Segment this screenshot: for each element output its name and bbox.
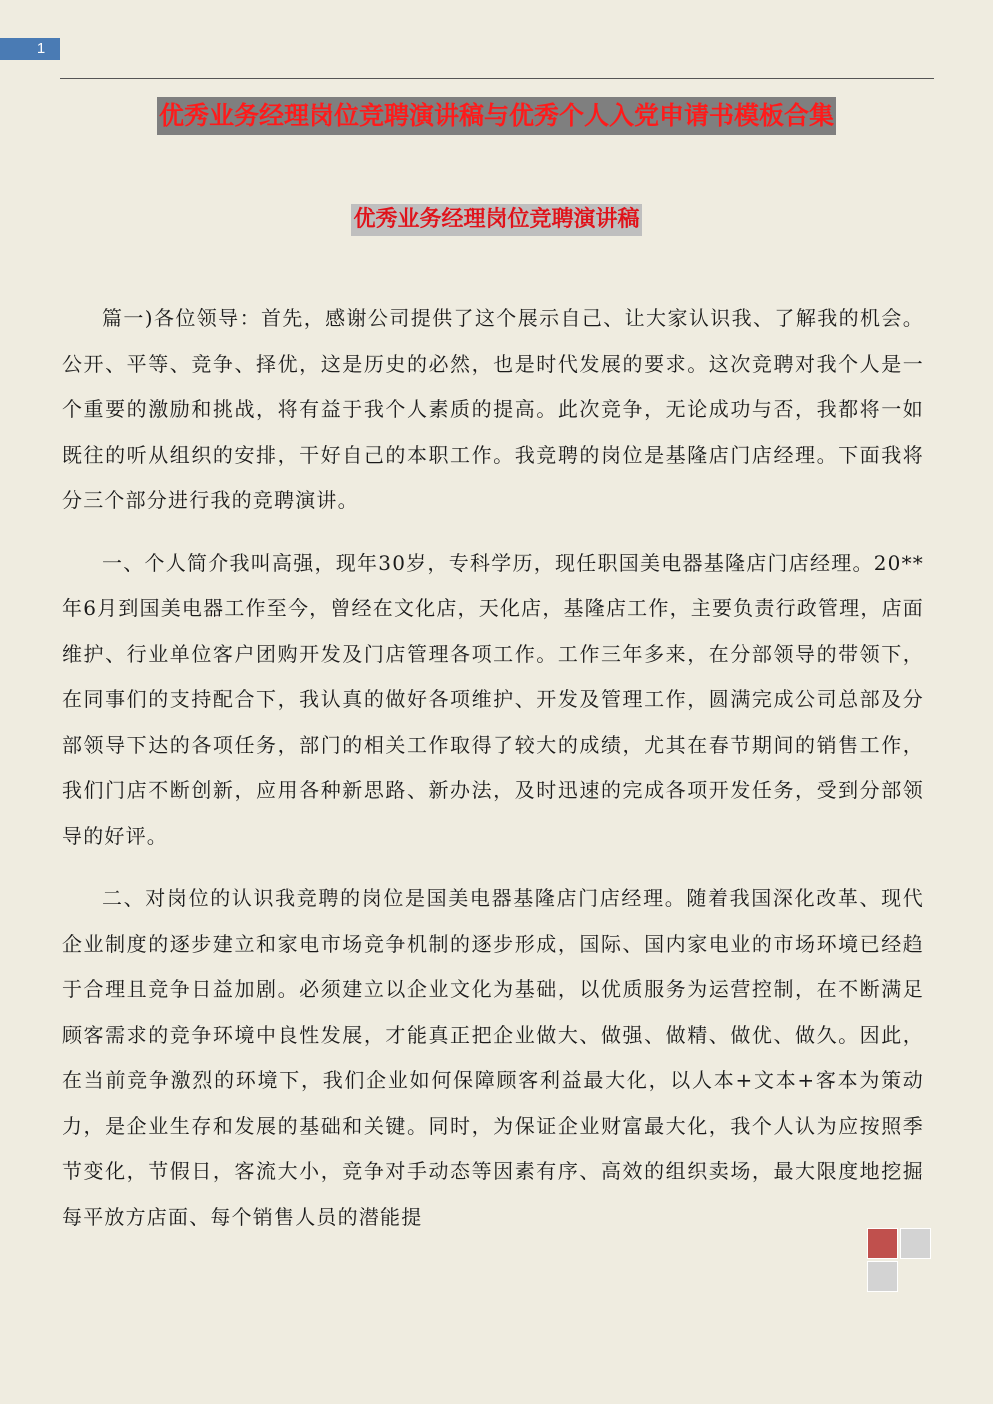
header-divider <box>60 78 934 79</box>
paragraph-intro: 篇一)各位领导：首先，感谢公司提供了这个展示自己、让大家认识我、了解我的机会。公开、平等、竞争、择优，这是历史的必然，也是时代发展的要求。这次竞聘对我个人是一个重要的激励和挑战，将有益于我个人素质的提高。此次竞争，无论成功与否，我都将一如既往的听从组织的安排，干好自己的本职工作。我竞聘的岗位是基隆店门店经理。下面我将分三个部分进行我的竞聘演讲。 <box>62 306 924 512</box>
corner-block-red <box>867 1228 898 1259</box>
document-section-title: 优秀业务经理岗位竞聘演讲稿 <box>351 204 641 236</box>
sub-title-container <box>0 204 993 236</box>
corner-decoration <box>867 1228 933 1294</box>
paragraph-position-understanding: 二、对岗位的认识我竞聘的岗位是国美电器基隆店门店经理。随着我国深化改革、现代企业制度的逐步建立和家电市场竞争机制的逐步形成，国际、国内家电业的市场环境已经趋于合理且竞争日益加剧。必须建立以企业文化为基础，以优质服务为运营控制，在不断满足顾客需求的竞争环境中良性发展，才能真正把企业做大、做强、做精、做优、做久。因此，在当前竞争激烈的环境下，我们企业如何保障顾客利益最大化，以人本+文本+客本为策动力，是企业生存和发展的基础和关键。同时，为保证企业财富最大化，我个人认为应按照季节变化，节假日，客流大小，竞争对手动态等因素有序、高效的组织卖场，最大限度地挖掘每平放方店面、每个销售人员的潜能提 <box>62 886 924 1229</box>
document-body <box>62 296 924 1257</box>
corner-block-gray-bottom <box>867 1261 898 1292</box>
page-number-badge <box>0 38 60 60</box>
document-main-title: 优秀业务经理岗位竞聘演讲稿与优秀个人入党申请书模板合集 <box>157 97 836 135</box>
paragraph-personal-profile: 一、个人简介我叫高强，现年30岁，专科学历，现任职国美电器基隆店门店经理。20**年6月到国美电器工作至今，曾经在文化店，天化店，基隆店工作，主要负责行政管理，店面维护、行业单位客户团购开发及门店管理各项工作。工作三年多来，在分部领导的带领下，在同事们的支持配合下，我认真的做好各项维护、开发及管理工作，圆满完成公司总部及分部领导下达的各项任务，部门的相关工作取得了较大的成绩，尤其在春节期间的销售工作，我们门店不断创新，应用各种新思路、新办法，及时迅速的完成各项开发任务，受到分部领导的好评。 <box>62 550 924 848</box>
main-title-container <box>0 97 993 135</box>
page-number: 1 <box>36 40 46 57</box>
corner-block-gray-right <box>900 1228 931 1259</box>
